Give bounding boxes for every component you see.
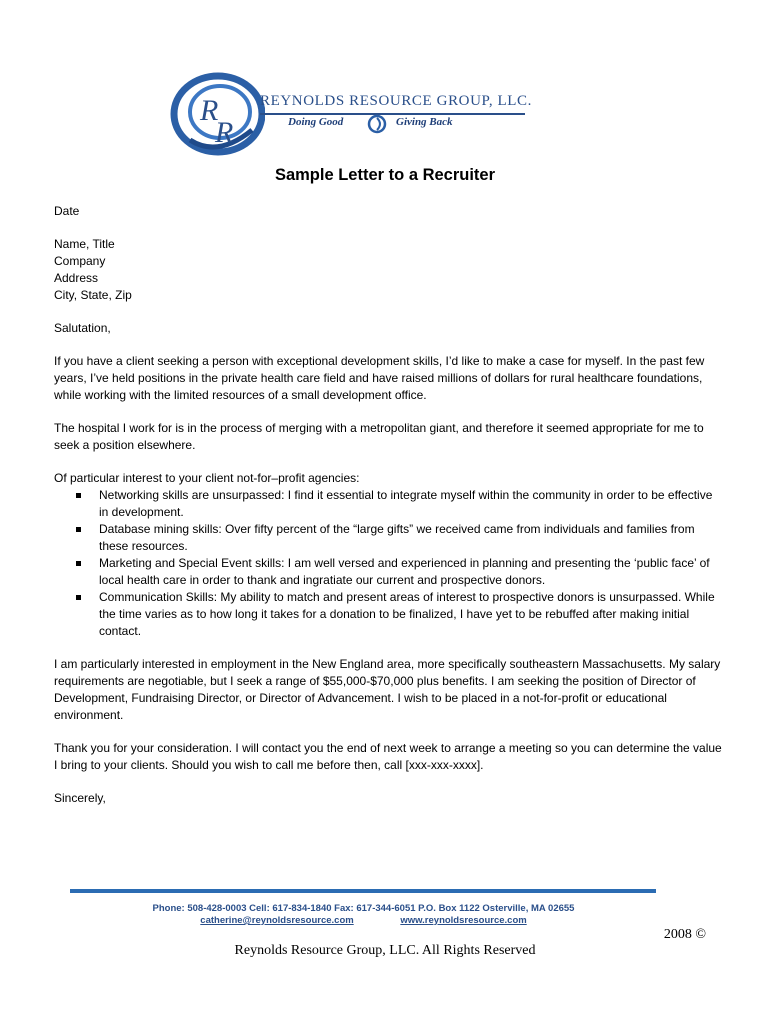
bullet-square-icon (76, 595, 81, 600)
paragraph-intro: If you have a client seeking a person with exceptional development skills, I’d like to make a case for myself. In the past few years, I’ve held positions in the private health care field and have raised millions of dollars for rural healthcare foundations, while working with the limited resources of a small development office. (54, 354, 705, 402)
bullet-square-icon (76, 561, 81, 566)
paragraph-employment: I am particularly interested in employment in the New England area, more specifically southeastern Massachusetts. My salary requirements are negotiable, but I seek a range of $55,000-$70,000 plus benefits. I am seeking the position of Director of Development, Fundraising Director, or Director of Advancement. I wish to be placed in a not-for-profit or educational environment. (54, 657, 721, 722)
website-link[interactable]: www.reynoldsresource.com (400, 915, 527, 926)
list-item (54, 521, 724, 555)
footer-divider (70, 889, 656, 893)
bullet-square-icon (76, 493, 81, 498)
svg-text:R: R (215, 116, 234, 149)
company-logo (170, 70, 540, 160)
svg-text:R: R (200, 94, 219, 127)
address-name-title: Name, Title (54, 237, 115, 251)
logo-company-name: REYNOLDS RESOURCE GROUP, LLC. (260, 93, 533, 109)
list-item (54, 487, 724, 521)
rr-monogram-logo-icon (170, 70, 265, 160)
list-item-text: Database mining skills: Over fifty percent of the “large gifts” we received came from individuals and families from these resources. (99, 522, 695, 553)
list-item-text: Communication Skills: My ability to match and present areas of interest to prospective donors is unsurpassed. While the time varies as to how long it takes for a donation to be finalized, I have yet to be rebuffed after making initial contact. (99, 590, 715, 638)
letter-title: Sample Letter to a Recruiter (274, 166, 496, 184)
logo-tagline-right: Giving Back (396, 116, 453, 128)
footer-links (0, 915, 727, 926)
rights-reserved: Reynolds Resource Group, LLC. All Rights Reserved (234, 943, 536, 958)
bullet-square-icon (76, 527, 81, 532)
date-line: Date (54, 204, 80, 218)
letter-body (54, 203, 724, 807)
logo-tagline-left: Doing Good (288, 116, 344, 128)
salutation: Salutation, (54, 321, 111, 335)
sign-off: Sincerely, (54, 791, 106, 805)
copyright-year: 2008 © (663, 927, 706, 942)
address-street: Address (54, 271, 99, 285)
swirl-icon (367, 114, 387, 134)
list-item (54, 589, 724, 640)
list-item (54, 555, 724, 589)
list-item-text: Networking skills are unsurpassed: I find it essential to integrate myself within the community in order to be effective in development. (99, 488, 713, 519)
list-item-text: Marketing and Special Event skills: I am well versed and experienced in planning and presenting the ‘public face’ of local health care in order to thank and ingratiate our current and prospective donors. (99, 556, 710, 587)
address-company: Company (54, 254, 106, 268)
paragraph-closing: Thank you for your consideration. I will contact you the end of next week to arrange a meeting so you can determine the value I bring to your clients. Should you wish to call me before then, call [xxx-xxx-xxxx]. (54, 741, 722, 772)
list-intro: Of particular interest to your client not-for–profit agencies: (54, 471, 360, 485)
address-city: City, State, Zip (54, 288, 132, 302)
paragraph-reason: The hospital I work for is in the process of merging with a metropolitan giant, and therefore it seemed appropriate for me to seek a position elsewhere. (54, 421, 704, 452)
footer-contact-line: Phone: 508-428-0003 Cell: 617-834-1840 Fax: 617-344-6051 P.O. Box 1122 Osterville, MA 02655 (152, 903, 575, 914)
logo-divider (260, 113, 525, 115)
skills-list (54, 487, 724, 640)
email-link[interactable]: catherine@reynoldsresource.com (200, 915, 354, 926)
